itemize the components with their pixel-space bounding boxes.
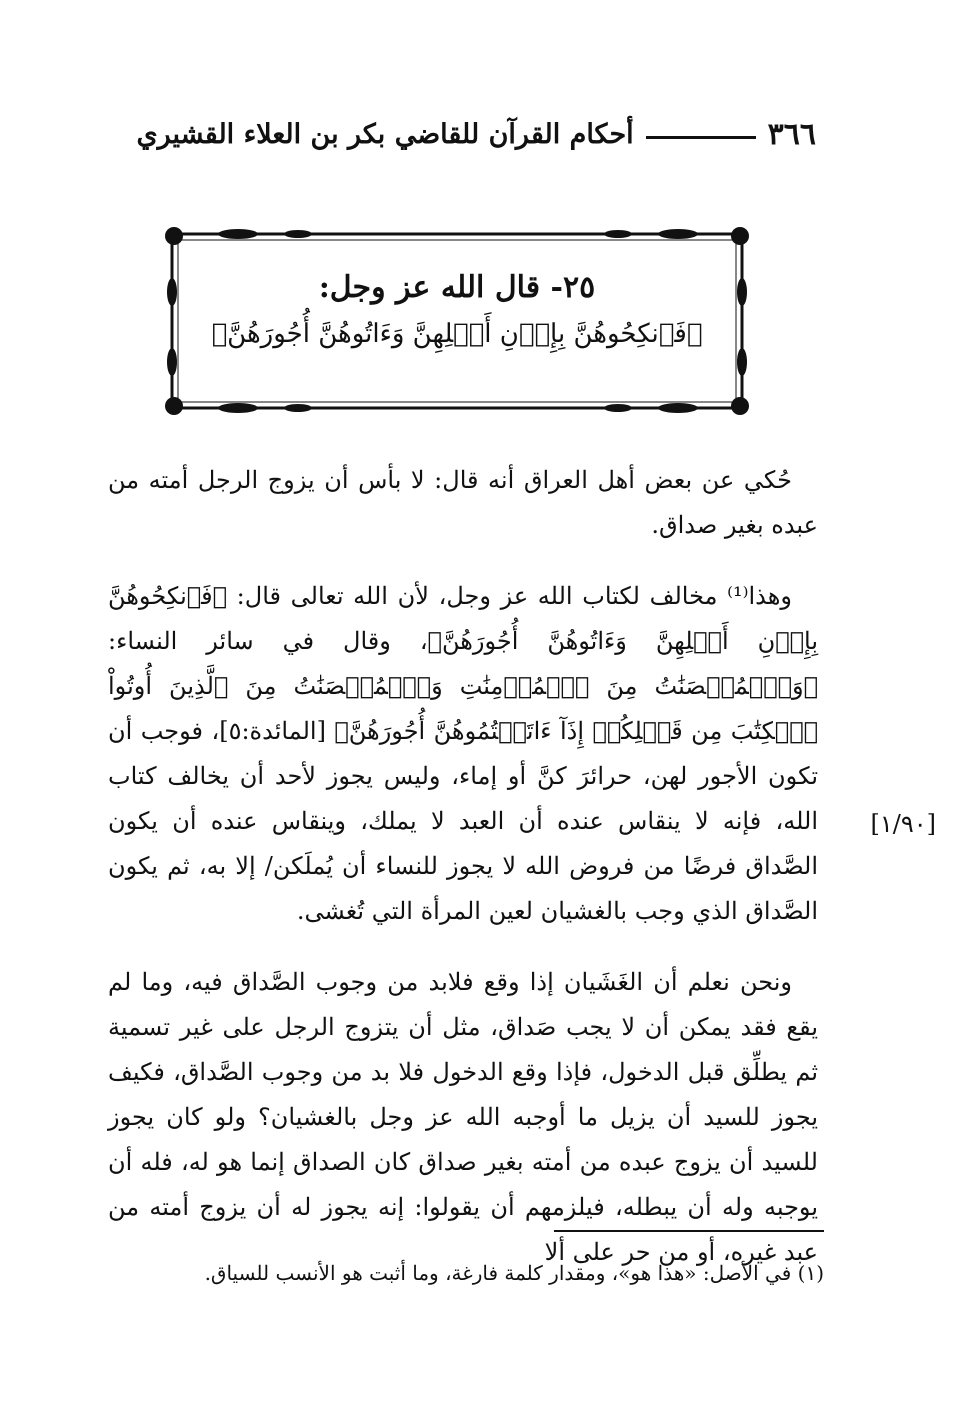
section-heading: ٢٥- قال الله عز وجل: bbox=[318, 270, 596, 305]
paragraph-3: ونحن نعلم أن الغَشَيان إذا وقع فلابد من وجوب الصَّداق فيه، وما لم يقع فقد يمكن أن لا يجب صَداق، مثل أن يتزوج الرجل على غير تسمية ثم يطلِّق قبل الدخول، فإذا وقع الدخول فلا بد من وجوب الصَّداق، فكيف يجوز للسيد أن يزيل ما أوجبه الله عز وجل بالغشيان؟ ولو كان يجوز للسيد أن يزوج عبده من أمته بغير صداق كان الصداق إنما هو له، فله أن يوجبه وله أن يبطله، فيلزمهم أن يقولوا: إنه يجوز له أن يزوج أمته من عبد غيره، أو من حر على ألا bbox=[108, 968, 818, 1266]
running-title: أحكام القرآن للقاضي بكر بن العلاء القشيري bbox=[136, 118, 634, 150]
page-header bbox=[100, 112, 816, 156]
section-verse: ﴿فَٱنكِحُوهُنَّ بِإِذۡنِ أَهۡلِهِنَّ وَءَاتُوهُنَّ أُجُورَهُنَّ﴾ bbox=[211, 319, 703, 349]
ornamental-frame bbox=[158, 222, 756, 420]
body-text bbox=[108, 458, 818, 1301]
page-number: ٣٦٦ bbox=[767, 116, 816, 152]
footnote: (١) في الأصل: «هذا هو»، ومقدار كلمة فارغة، وما أثبت هو الأنسب للسياق. bbox=[204, 1261, 824, 1285]
paragraph-1: حُكي عن بعض أهل العراق أنه قال: لا بأس أن يزوج الرجل أمته من عبده بغير صداق. bbox=[108, 466, 818, 539]
margin-reference: [١/٩٠] bbox=[870, 810, 936, 838]
header-rule bbox=[646, 136, 756, 139]
footnote-rule bbox=[554, 1230, 824, 1232]
paragraph-2: وهذا⁽¹⁾ مخالف لكتاب الله عز وجل، لأن الله تعالى قال: ﴿فَٱنكِحُوهُنَّ بِإِذۡنِ أَهۡلِهِنَّ وَءَاتُوهُنَّ أُجُورَهُنَّ﴾، وقال في سائر النساء: ﴿وَٱلۡمُحۡصَنَٰتُ مِنَ ٱلۡمُؤۡمِنَٰتِ وَٱلۡمُحۡصَنَٰتُ مِنَ ٱلَّذِينَ أُوتُواْ ٱلۡكِتَٰبَ مِن قَبۡلِكُمۡ إِذَآ ءَاتَيۡتُمُوهُنَّ أُجُورَهُنَّ﴾ [المائدة:٥]، فوجب أن تكون الأجور لهن، حرائرَ كنَّ أو إماء، وليس يجوز لأحد أن يخالف كتاب الله، فإنه لا ينقاس عنده أن العبد لا يملك، وينقاس عنده أن يكون الصَّداق فرضًا من فروض الله لا يجوز للنساء أن يُملَكن/ إلا به، ثم يكون الصَّداق الذي وجب بالغشيان لعين المرأة التي تُغشى. bbox=[108, 582, 819, 925]
